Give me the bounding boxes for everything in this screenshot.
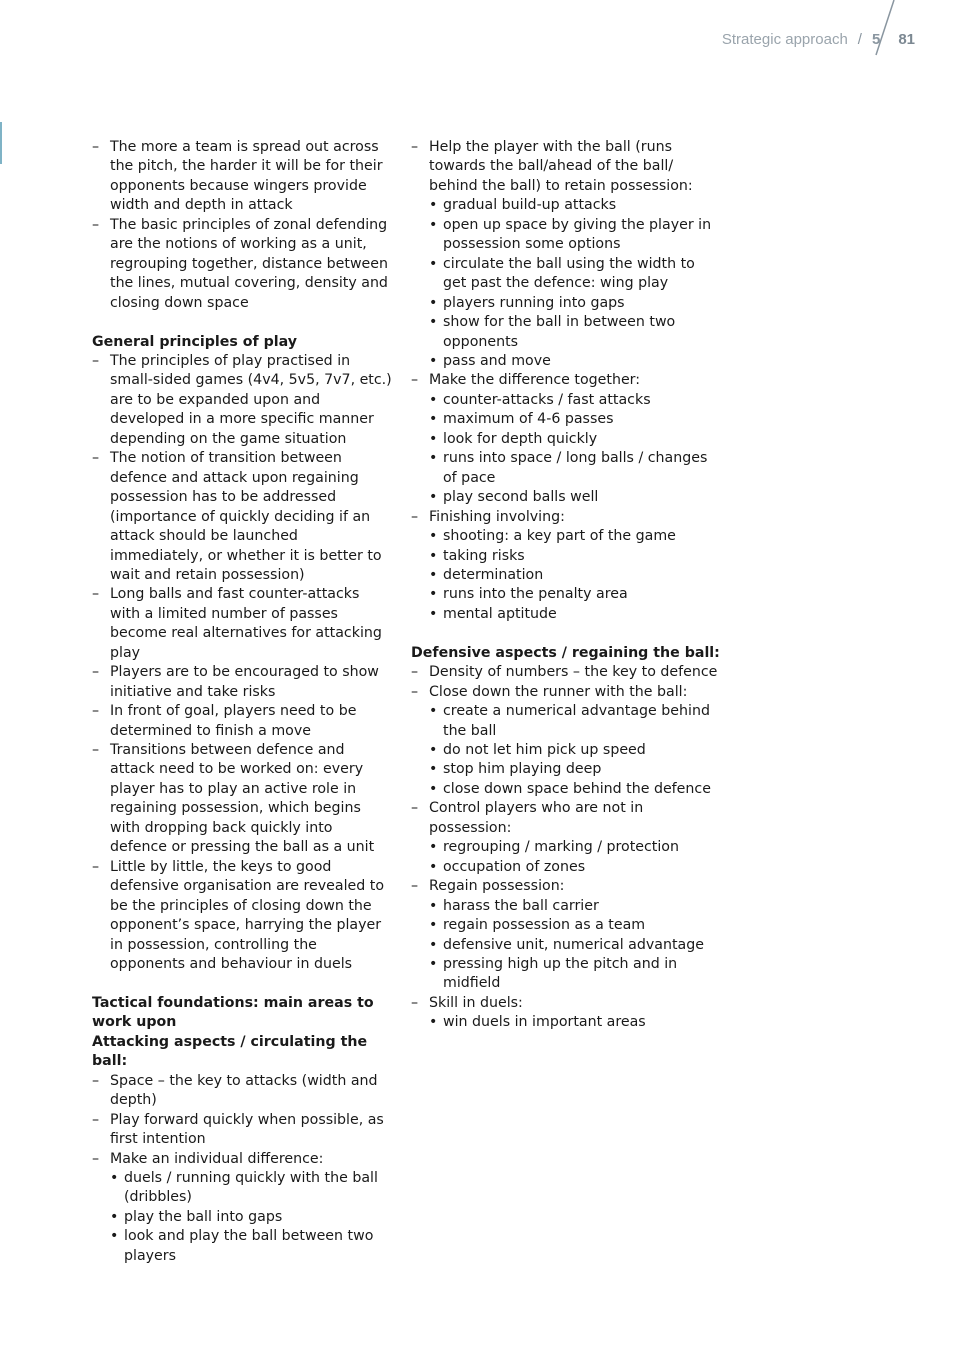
list-item-text: Make an individual difference: <box>110 1150 324 1167</box>
bullet-item <box>411 449 721 488</box>
bullet-item <box>411 430 721 449</box>
bullet-marker: • <box>429 605 438 622</box>
list-item <box>92 702 392 741</box>
dash-marker: – <box>411 664 419 681</box>
list-item-text: The basic principles of zonal defending are the notions of working as a unit, regrouping together, distance between the lines, mutual covering, density and closing down space <box>110 216 388 311</box>
right-column <box>411 138 721 1033</box>
spacer <box>92 974 392 993</box>
bullet-marker: • <box>429 761 438 778</box>
bullet-text: play second balls well <box>443 489 599 506</box>
bullet-text: taking risks <box>443 547 525 564</box>
bullet-text: pass and move <box>443 352 551 369</box>
list-item-text: Transitions between defence and attack need to be worked on: every player has to play an active role in regaining possession, which begins with dropping back quickly into defence or pressing the ball as a unit <box>110 742 375 856</box>
list-item <box>411 138 721 196</box>
bullet-text: show for the ball in between two opponents <box>443 314 676 350</box>
bullet-text: occupation of zones <box>443 858 586 875</box>
bullet-item <box>411 1013 721 1032</box>
bullet-marker: • <box>429 897 438 914</box>
bullet-item <box>92 1169 392 1208</box>
list-item-text: Help the player with the ball (runs towards the ball/ahead of the ball/ behind the ball) to retain possession: <box>429 139 693 194</box>
bullet-item <box>411 294 721 313</box>
bullet-text: win duels in important areas <box>443 1014 646 1031</box>
spacer <box>92 313 392 332</box>
bullet-item <box>411 527 721 546</box>
bullet-marker: • <box>429 255 438 272</box>
list-item-text: Control players who are not in possession: <box>429 800 644 836</box>
margin-marker <box>0 122 2 164</box>
bullet-item <box>411 897 721 916</box>
bullet-text: regrouping / marking / protection <box>443 839 679 856</box>
bullet-item <box>411 410 721 429</box>
bullet-item <box>411 605 721 624</box>
bullet-marker: • <box>110 1208 119 1225</box>
bullet-marker: • <box>429 430 438 447</box>
dash-marker: – <box>92 352 100 369</box>
bullet-marker: • <box>429 314 438 331</box>
list-item <box>92 741 392 858</box>
bullet-item <box>411 760 721 779</box>
bullet-item <box>411 916 721 935</box>
bullet-marker: • <box>429 547 438 564</box>
dash-marker: – <box>92 216 100 233</box>
bullet-item <box>411 216 721 255</box>
bullet-text: stop him playing deep <box>443 761 602 778</box>
bullet-marker: • <box>429 858 438 875</box>
bullet-marker: • <box>110 1228 119 1245</box>
dash-marker: – <box>92 858 100 875</box>
bullet-item <box>411 780 721 799</box>
bullet-marker: • <box>429 489 438 506</box>
bullet-text: pressing high up the pitch and in midfield <box>443 956 678 992</box>
bullet-item <box>411 566 721 585</box>
bullet-text: shooting: a key part of the game <box>443 528 676 545</box>
list-item-text: Long balls and fast counter-attacks with a limited number of passes become real alternatives for attacking play <box>110 586 382 661</box>
bullet-text: look for depth quickly <box>443 430 598 447</box>
list-item <box>92 138 392 216</box>
list-item <box>92 1150 392 1169</box>
list-item <box>92 1111 392 1150</box>
bullet-text: regain possession as a team <box>443 917 646 934</box>
spacer <box>411 624 721 643</box>
dash-marker: – <box>411 508 419 525</box>
bullet-marker: • <box>429 450 438 467</box>
section-title: Strategic approach <box>721 30 848 48</box>
bullet-marker: • <box>429 197 438 214</box>
list-item-text: Play forward quickly when possible, as first intention <box>110 1111 384 1148</box>
list-item <box>92 216 392 313</box>
header-separator: / <box>857 30 862 48</box>
bullet-text: defensive unit, numerical advantage <box>443 936 704 953</box>
bullet-text: circulate the ball using the width to get past the defence: wing play <box>443 255 695 292</box>
bullet-text: play the ball into gaps <box>124 1208 283 1225</box>
bullet-marker: • <box>429 294 438 311</box>
list-item-text: Make the difference together: <box>429 372 641 389</box>
dash-marker: – <box>92 1072 100 1089</box>
bullet-marker: • <box>429 703 438 720</box>
bullet-item <box>411 858 721 877</box>
list-item-text: Space – the key to attacks (width and depth) <box>110 1072 378 1109</box>
left-column <box>92 138 392 1266</box>
list-item <box>411 663 721 682</box>
bullet-text: create a numerical advantage behind the ball <box>443 703 710 739</box>
list-item <box>411 799 721 838</box>
header-slash-decoration <box>873 0 897 56</box>
dash-marker: – <box>92 1111 100 1128</box>
list-item-text: In front of goal, players need to be determined to finish a move <box>110 703 357 739</box>
bullet-item <box>411 488 721 507</box>
dash-marker: – <box>411 800 419 817</box>
dash-marker: – <box>411 878 419 895</box>
dash-marker: – <box>411 683 419 700</box>
attacking-aspects-subheading: Attacking aspects / circulating the ball: <box>92 1033 368 1070</box>
bullet-text: look and play the ball between two players <box>124 1228 374 1264</box>
list-item-text: The more a team is spread out across the pitch, the harder it will be for their opponents because wingers provide width and depth in attack <box>110 139 383 214</box>
list-item <box>411 371 721 390</box>
bullet-text: mental aptitude <box>443 605 557 622</box>
list-item <box>411 508 721 527</box>
list-item-text: Finishing involving: <box>429 508 565 525</box>
bullet-text: maximum of 4-6 passes <box>443 411 614 428</box>
list-item <box>411 994 721 1013</box>
dash-marker: – <box>92 703 100 720</box>
bullet-text: open up space by giving the player in possession some options <box>443 216 712 253</box>
bullet-text: harass the ball carrier <box>443 897 599 914</box>
bullet-marker: • <box>429 216 438 233</box>
dash-marker: – <box>92 586 100 603</box>
bullet-item <box>92 1227 392 1266</box>
bullet-text: duels / running quickly with the ball (dribbles) <box>124 1169 378 1206</box>
bullet-item <box>411 255 721 294</box>
bullet-text: counter-attacks / fast attacks <box>443 391 651 408</box>
bullet-marker: • <box>429 839 438 856</box>
bullet-text: runs into the penalty area <box>443 586 628 603</box>
list-item <box>92 585 392 663</box>
page-number: 81 <box>898 30 915 48</box>
list-item-text: Regain possession: <box>429 878 565 895</box>
dash-marker: – <box>411 372 419 389</box>
bullet-marker: • <box>429 780 438 797</box>
chapter-number: 5 <box>871 30 881 48</box>
list-item-text: Density of numbers – the key to defence <box>429 664 718 681</box>
bullet-marker: • <box>429 566 438 583</box>
defensive-aspects-subheading: Defensive aspects / regaining the ball: <box>411 644 720 661</box>
bullet-item <box>411 585 721 604</box>
bullet-item <box>411 936 721 955</box>
bullet-text: gradual build-up attacks <box>443 197 617 214</box>
dash-marker: – <box>411 139 419 155</box>
bullet-marker: • <box>429 936 438 953</box>
dash-marker: – <box>92 1150 100 1167</box>
bullet-marker: • <box>429 391 438 408</box>
list-item-text: Close down the runner with the ball: <box>429 683 688 700</box>
dash-marker: – <box>92 139 100 155</box>
bullet-item <box>411 702 721 741</box>
list-item <box>92 663 392 702</box>
bullet-text: players running into gaps <box>443 294 625 311</box>
bullet-text: close down space behind the defence <box>443 780 711 797</box>
list-item-text: The principles of play practised in small-sided games (4v4, 5v5, 7v7, etc.) are to be expanded upon and developed in a more specific manner depending on the game situation <box>110 352 392 447</box>
bullet-marker: • <box>429 742 438 759</box>
bullet-marker: • <box>429 528 438 545</box>
list-item-text: Skill in duels: <box>429 994 523 1011</box>
bullet-marker: • <box>429 411 438 428</box>
list-item <box>92 1072 392 1111</box>
list-item-text: Little by little, the keys to good defensive organisation are revealed to be the principles of closing down the opponent’s space, harrying the player in possession, controlling the opponents and behaviour in duels <box>110 858 385 973</box>
bullet-item <box>411 955 721 994</box>
list-item-text: Players are to be encouraged to show initiative and take risks <box>110 664 379 700</box>
bullet-item <box>411 391 721 410</box>
bullet-marker: • <box>429 917 438 934</box>
dash-marker: – <box>92 742 100 759</box>
list-item <box>92 449 392 585</box>
list-item <box>411 683 721 702</box>
bullet-item <box>411 547 721 566</box>
bullet-item <box>411 741 721 760</box>
dash-marker: – <box>92 450 100 467</box>
bullet-marker: • <box>429 1014 438 1031</box>
list-item <box>92 858 392 975</box>
bullet-item <box>411 196 721 215</box>
bullet-text: runs into space / long balls / changes of pace <box>443 450 708 486</box>
general-principles-heading: General principles of play <box>92 333 298 350</box>
bullet-marker: • <box>429 586 438 603</box>
list-item <box>411 877 721 896</box>
bullet-text: do not let him pick up speed <box>443 742 646 759</box>
dash-marker: – <box>411 994 419 1011</box>
bullet-item <box>411 313 721 352</box>
tactical-foundations-heading: Tactical foundations: main areas to work upon <box>92 994 374 1031</box>
bullet-item <box>92 1208 392 1227</box>
bullet-item <box>411 352 721 371</box>
list-item-text: The notion of transition between defence and attack upon regaining possession has to be addressed (importance of quickly deciding if an attack should be launched immediately, or whether it is better to wait and retain possession) <box>110 450 382 583</box>
list-item <box>92 352 392 449</box>
bullet-text: determination <box>443 566 544 583</box>
bullet-item <box>411 838 721 857</box>
dash-marker: – <box>92 664 100 681</box>
bullet-marker: • <box>110 1169 119 1186</box>
bullet-marker: • <box>429 956 438 973</box>
bullet-marker: • <box>429 352 438 369</box>
